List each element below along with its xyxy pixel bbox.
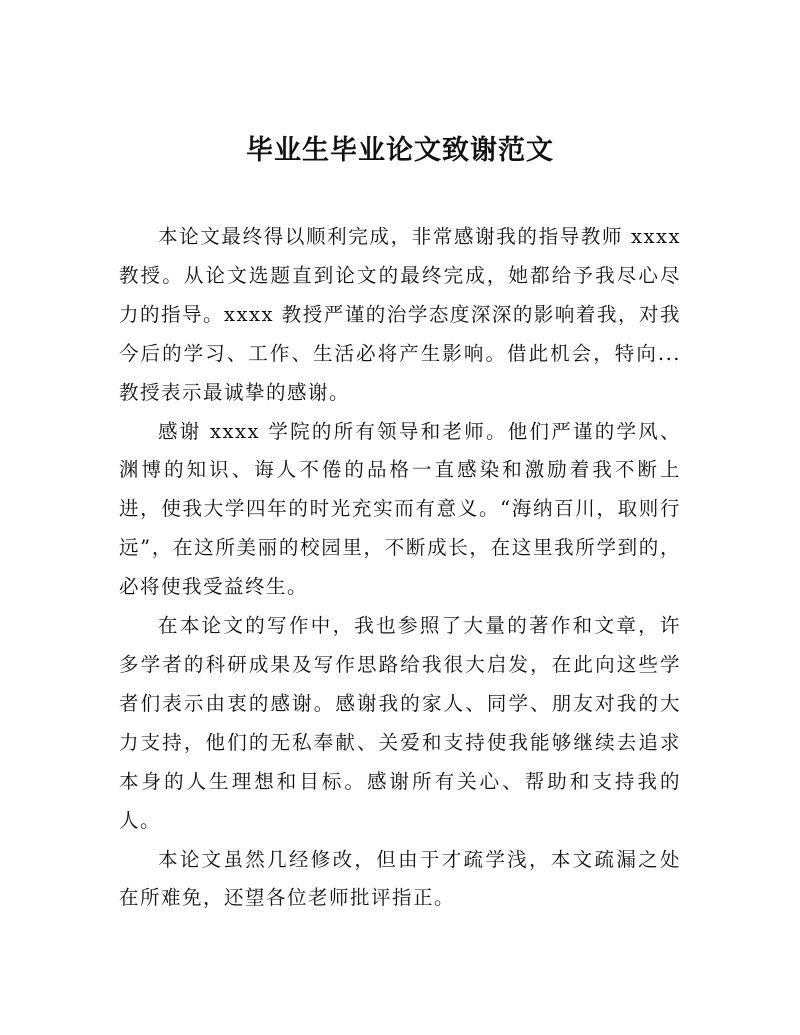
document-title: 毕业生毕业论文致谢范文 bbox=[246, 135, 554, 166]
paragraph-4: 本论文虽然几经修改，但由于才疏学浅，本文疏漏之处在所难免，还望各位老师批评指正。 bbox=[119, 847, 681, 910]
paragraph-1: 本论文最终得以顺利完成，非常感谢我的指导教师 xxxx 教授。从论文选题直到论文的最终完成，她都给予我尽心尽力的指导。xxxx 教授严谨的治学态度深深的影响着我，对我今后的学习、工作、生活必将产生影响。借此机会，特向...教授表示最诚挚的感谢。 bbox=[119, 225, 681, 404]
paragraph-3: 在本论文的写作中，我也参照了大量的著作和文章，许多学者的科研成果及写作思路给我很大启发，在此向这些学者们表示由衷的感谢。感谢我的家人、同学、朋友对我的大力支持，他们的无私奉献、关爱和支持使我能够继续去追求本身的人生理想和目标。感谢所有关心、帮助和支持我的人。 bbox=[119, 614, 681, 832]
document-body bbox=[119, 218, 681, 918]
paragraph-2: 感谢 xxxx 学院的所有领导和老师。他们严谨的学风、渊博的知识、诲人不倦的品格一直感染和激励着我不断上进，使我大学四年的时光充实而有意义。“海纳百川，取则行远”，在这所美丽的校园里，不断成长，在这里我所学到的，必将使我受益终生。 bbox=[119, 419, 681, 599]
